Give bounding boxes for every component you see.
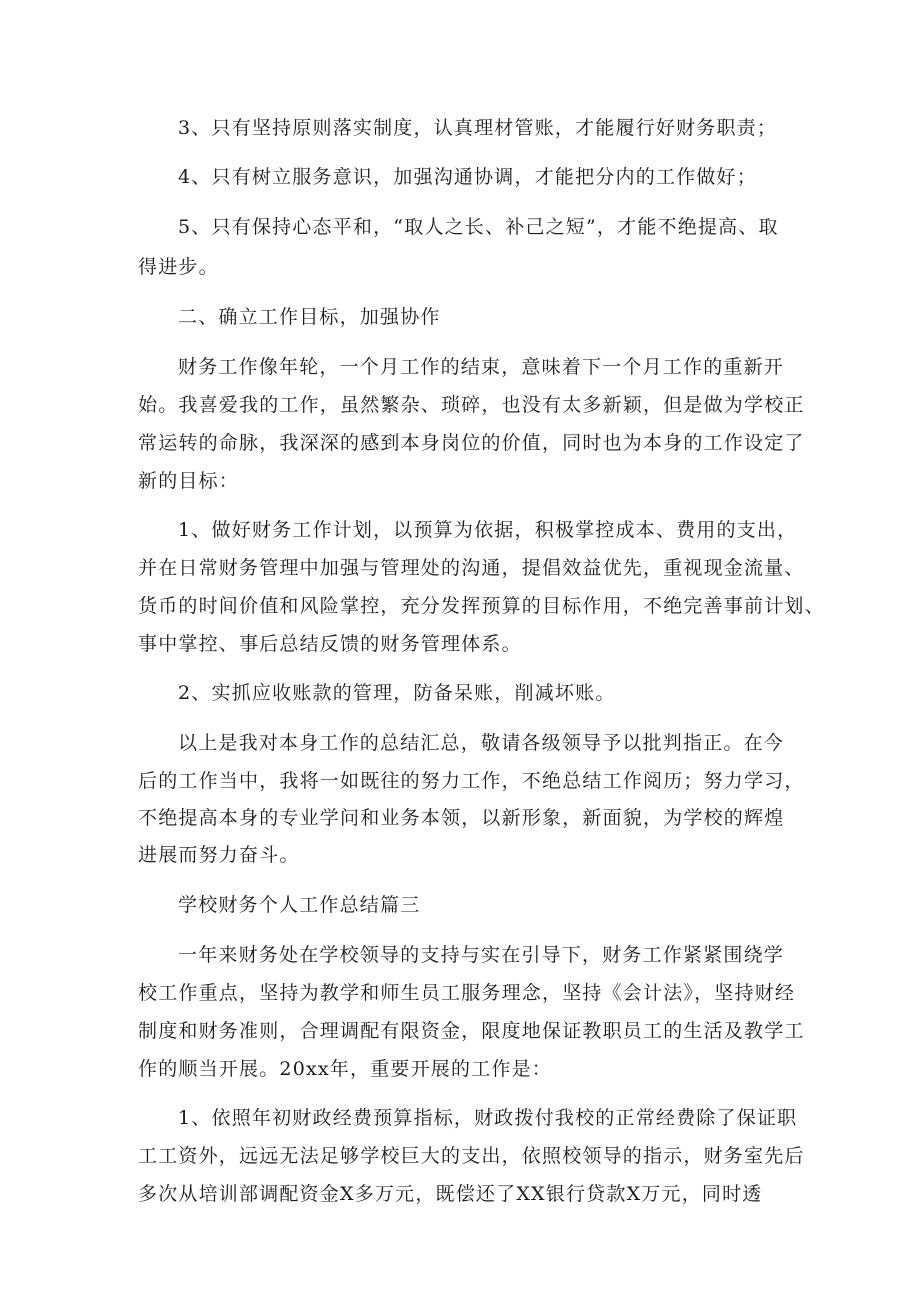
section-heading: 学校财务个人工作总结篇三 bbox=[178, 894, 421, 916]
paragraph-line: 货币的时间价值和风险掌控，充分发挥预算的目标作用，不绝完善事前计划、 bbox=[138, 595, 825, 617]
paragraph-line: 5、只有保持心态平和，“取人之长、补己之短”，才能不绝提高、取 bbox=[178, 216, 779, 238]
paragraph-line: 进展而努力奋斗。 bbox=[138, 844, 300, 866]
paragraph-line: 后的工作当中，我将一如既往的努力工作，不绝总结工作阅历；努力学习， bbox=[138, 770, 805, 792]
paragraph-line: 一年来财务处在学校领导的支持与实在引导下，财务工作紧紧围绕学 bbox=[178, 944, 785, 966]
paragraph-line: 3、只有坚持原则落实制度，认真理材管账，才能履行好财务职责； bbox=[178, 117, 778, 139]
paragraph-line: 2、实抓应收账款的管理，防备呆账，削减坏账。 bbox=[178, 682, 616, 704]
paragraph-line: 工工资外，远远无法足够学校巨大的支出，依照校领导的指示，财务室先后 bbox=[138, 1145, 805, 1167]
paragraph-line: 事中掌控、事后总结反馈的财务管理体系。 bbox=[138, 633, 522, 655]
paragraph-line: 常运转的命脉，我深深的感到本身岗位的价值，同时也为本身的工作设定了 bbox=[138, 432, 805, 454]
paragraph-line: 并在日常财务管理中加强与管理处的沟通，提倡效益优先，重视现金流量、 bbox=[138, 557, 805, 579]
paragraph-line: 1、做好财务工作计划，以预算为依据，积极掌控成本、费用的支出， bbox=[178, 519, 798, 541]
paragraph-line: 新的目标： bbox=[138, 470, 240, 492]
section-heading: 二、确立工作目标，加强协作 bbox=[178, 306, 441, 328]
paragraph-line: 1、依照年初财政经费预算指标，财政拨付我校的正常经费除了保证职 bbox=[178, 1107, 798, 1129]
paragraph-line: 多次从培训部调配资金X多万元，既偿还了XX银行贷款X万元，同时透 bbox=[138, 1183, 763, 1205]
paragraph-line: 财务工作像年轮，一个月工作的结束，意味着下一个月工作的重新开 bbox=[178, 356, 785, 378]
paragraph-line: 制度和财务准则，合理调配有限资金，限度地保证教职员工的生活及教学工 bbox=[138, 1020, 805, 1042]
paragraph-line: 不绝提高本身的专业学问和业务本领，以新形象，新面貌，为学校的辉煌 bbox=[138, 807, 785, 829]
paragraph-line: 以上是我对本身工作的总结汇总，敬请各级领导予以批判指正。在今 bbox=[178, 732, 785, 754]
paragraph-line: 作的顺当开展。20xx年，重要开展的工作是： bbox=[138, 1058, 553, 1080]
paragraph-line: 得进步。 bbox=[138, 256, 219, 278]
paragraph-line: 校工作重点，坚持为教学和师生员工服务理念，坚持《会计法》，坚持财经 bbox=[138, 982, 796, 1004]
paragraph-line: 始。我喜爱我的工作，虽然繁杂、琐碎，也没有太多新颖，但是做为学校正 bbox=[138, 394, 805, 416]
paragraph-line: 4、只有树立服务意识，加强沟通协调，才能把分内的工作做好； bbox=[178, 166, 757, 188]
